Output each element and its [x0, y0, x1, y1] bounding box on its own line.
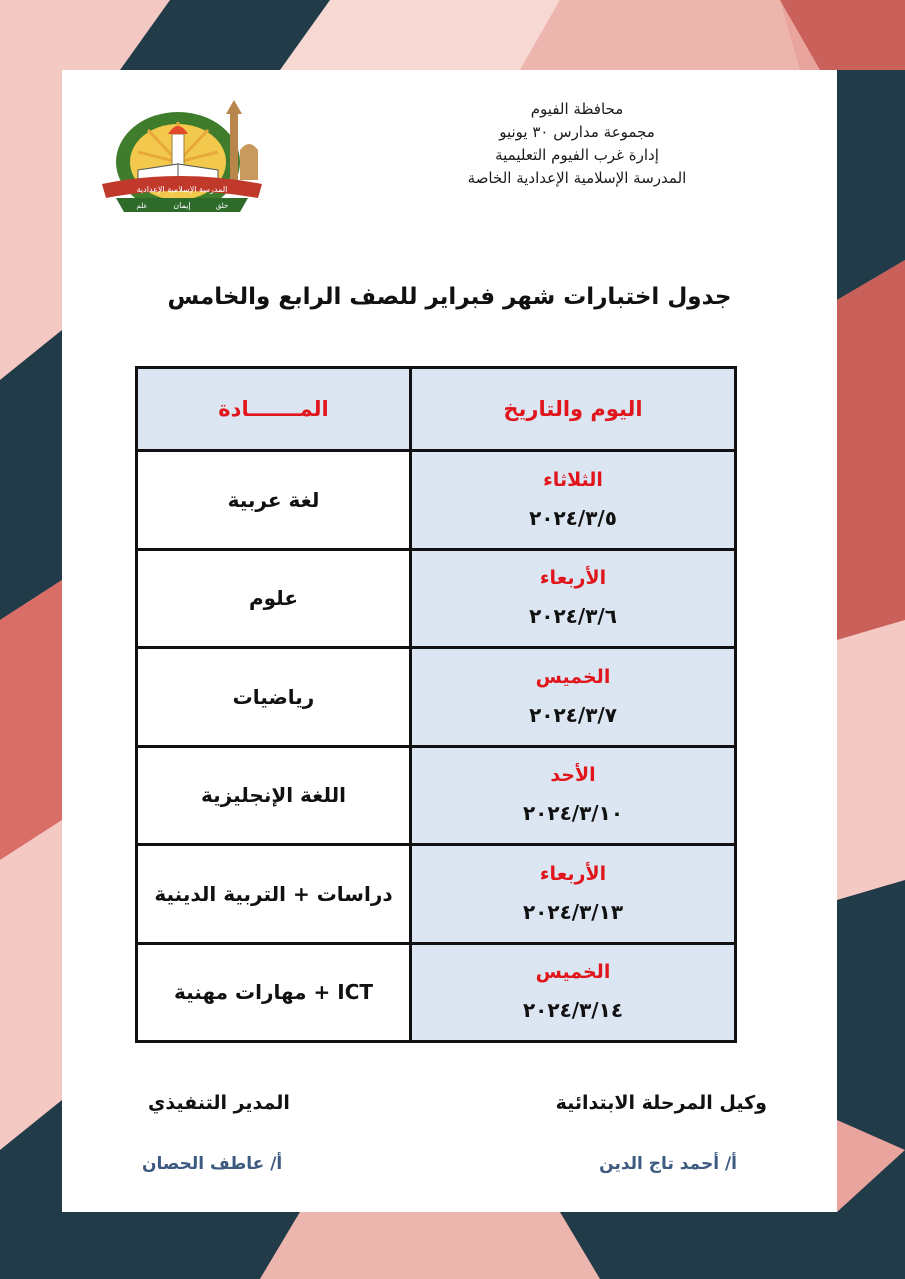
- date-cell: [411, 549, 736, 648]
- header-line-school-name: المدرسة الإسلامية الإعدادية الخاصة: [467, 169, 687, 187]
- day-label: الأربعاء: [539, 567, 607, 590]
- signature-name-executive-director: أ/ عاطف الحصان: [142, 1154, 283, 1174]
- signature-name-vice-principal: أ/ أحمد تاج الدين: [599, 1154, 737, 1174]
- header-line-administration: إدارة غرب الفيوم التعليمية: [495, 146, 659, 164]
- date-label: ٢٠٢٤/٣/٦: [529, 604, 617, 629]
- header-line-school-group: مجموعة مدارس ٣٠ يونيو: [499, 123, 655, 141]
- table-row: [137, 549, 736, 648]
- logo-word-faith: إيمان: [173, 201, 191, 210]
- table-row: [137, 943, 736, 1042]
- header-subject: المـــــــادة: [137, 368, 411, 451]
- day-label: الثلاثاء: [543, 468, 603, 491]
- date-cell: [411, 845, 736, 944]
- subject-cell: ICT + مهارات مهنية: [137, 943, 411, 1042]
- subject-cell: اللغة الإنجليزية: [137, 746, 411, 845]
- day-label: الخميس: [535, 961, 611, 984]
- table-row: [137, 451, 736, 550]
- date-cell: [411, 648, 736, 747]
- page-title: جدول اختبارات شهر فبراير للصف الرابع والخامس: [167, 284, 732, 310]
- table-row: [137, 845, 736, 944]
- document-sheet: [62, 70, 837, 1212]
- day-label: الخميس: [535, 665, 611, 688]
- date-cell: [411, 943, 736, 1042]
- logo-word-knowledge: علم: [136, 202, 148, 210]
- school-logo: [98, 100, 268, 220]
- subject-cell: علوم: [137, 549, 411, 648]
- subject-cell: رياضيات: [137, 648, 411, 747]
- date-cell: [411, 746, 736, 845]
- date-label: ٢٠٢٤/٣/٧: [529, 702, 617, 727]
- day-label: الأربعاء: [539, 862, 607, 885]
- signature-title-executive-director: المدير التنفيذي: [148, 1092, 290, 1114]
- date-label: ٢٠٢٤/٣/١٠: [522, 801, 624, 826]
- logo-word-ethics: خلق: [215, 202, 229, 210]
- header-line-governorate: محافظة الفيوم: [530, 100, 624, 118]
- day-label: الأحد: [550, 764, 596, 787]
- date-label: ٢٠٢٤/٣/١٤: [522, 998, 624, 1023]
- table-row: [137, 648, 736, 747]
- signature-title-vice-principal: وكيل المرحلة الابتدائية: [555, 1092, 767, 1114]
- subject-cell: دراسات + التربية الدينية: [137, 845, 411, 944]
- date-label: ٢٠٢٤/٣/١٣: [522, 899, 624, 924]
- date-cell: [411, 451, 736, 550]
- header-date: اليوم والتاريخ: [411, 368, 736, 451]
- subject-cell: لغة عربية: [137, 451, 411, 550]
- logo-arc-text: المدرسة الإسلامية الإعدادية: [136, 185, 228, 194]
- date-label: ٢٠٢٤/٣/٥: [529, 505, 617, 530]
- table-row: [137, 746, 736, 845]
- exam-schedule-table: [135, 366, 737, 1043]
- school-header: [367, 98, 787, 190]
- table-header-row: [137, 368, 736, 451]
